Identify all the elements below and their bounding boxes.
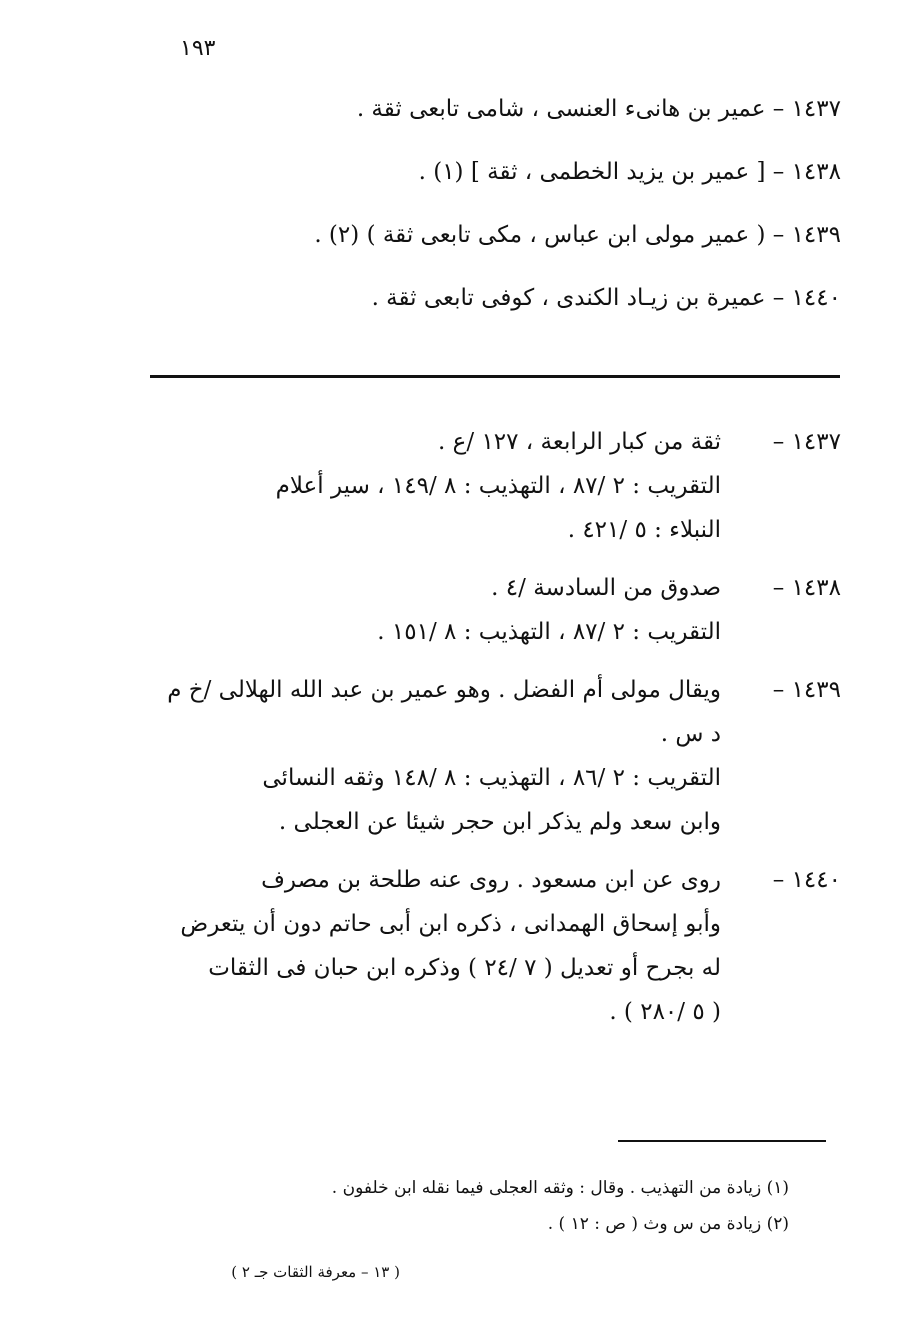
note-number: ١٤٤٠ – <box>772 867 841 893</box>
entry-1438: ١٤٣٨ – [ عمير بن يزيد الخطمى ، ثقة ] (١) . <box>418 159 841 185</box>
entry-1437: ١٤٣٧ – عمير بن هانىء العنسى ، شامى تابعى ثقة . <box>356 96 841 122</box>
note-line: ويقال مولى أم الفضل . وهو عمير بن عبد الله الهلالى /خ م <box>167 677 721 703</box>
note-1439 <box>141 668 841 844</box>
note-1440 <box>141 858 841 1034</box>
commentary-notes <box>141 420 841 1048</box>
footnote-1: (١) زيادة من التهذيب . وقال : وثقه العجلى فيما نقله ابن خلفون . <box>331 1178 789 1198</box>
page-number: ١٩٣ <box>180 36 216 61</box>
note-line: ( ٥ /٢٨٠ ) . <box>609 999 721 1025</box>
entry-1440: ١٤٤٠ – عميرة بن زيـاد الكندى ، كوفى تابعى ثقة . <box>371 285 841 311</box>
note-line: وأبو إسحاق الهمدانى ، ذكره ابن أبى حاتم دون أن يتعرض <box>180 911 721 937</box>
note-line: النبلاء : ٥ /٤٢١ . <box>567 517 721 543</box>
note-line: ثقة من كبار الرابعة ، ١٢٧ /ع . <box>438 429 721 455</box>
footnote-2: (٢) زيادة من س وث ( ص : ١٢ ) . <box>547 1214 789 1234</box>
note-number: ١٤٣٨ – <box>772 575 841 601</box>
note-1437 <box>141 420 841 552</box>
entry-1439: ١٤٣٩ – ( عمير مولى ابن عباس ، مكى تابعى ثقة ) (٢) . <box>314 222 841 248</box>
note-number: ١٤٣٧ – <box>772 429 841 455</box>
footnotes <box>169 1170 789 1242</box>
note-line: له بجرح أو تعديل ( ٧ /٢٤ ) وذكره ابن حبان فى الثقات <box>208 955 721 981</box>
footnote-divider <box>618 1140 826 1142</box>
note-line: روى عن ابن مسعود . روى عنه طلحة بن مصرف <box>261 867 721 893</box>
note-1438 <box>141 566 841 654</box>
note-line: التقريب : ٢ /٨٧ ، التهذيب : ٨ /١٤٩ ، سير أعلام <box>275 473 721 499</box>
note-line: صدوق من السادسة /٤ . <box>491 575 721 601</box>
section-divider <box>150 375 840 378</box>
biographical-entries <box>201 92 841 344</box>
note-number: ١٤٣٩ – <box>772 677 841 703</box>
note-line: د س . <box>660 721 721 747</box>
note-line: التقريب : ٢ /٨٦ ، التهذيب : ٨ /١٤٨ وثقه النسائى <box>262 765 721 791</box>
printer-signature: ( ١٣ – معرفة الثقات جـ ٢ ) <box>231 1263 400 1281</box>
note-line: وابن سعد ولم يذكر ابن حجر شيئا عن العجلى . <box>278 809 721 835</box>
note-line: التقريب : ٢ /٨٧ ، التهذيب : ٨ /١٥١ . <box>377 619 721 645</box>
